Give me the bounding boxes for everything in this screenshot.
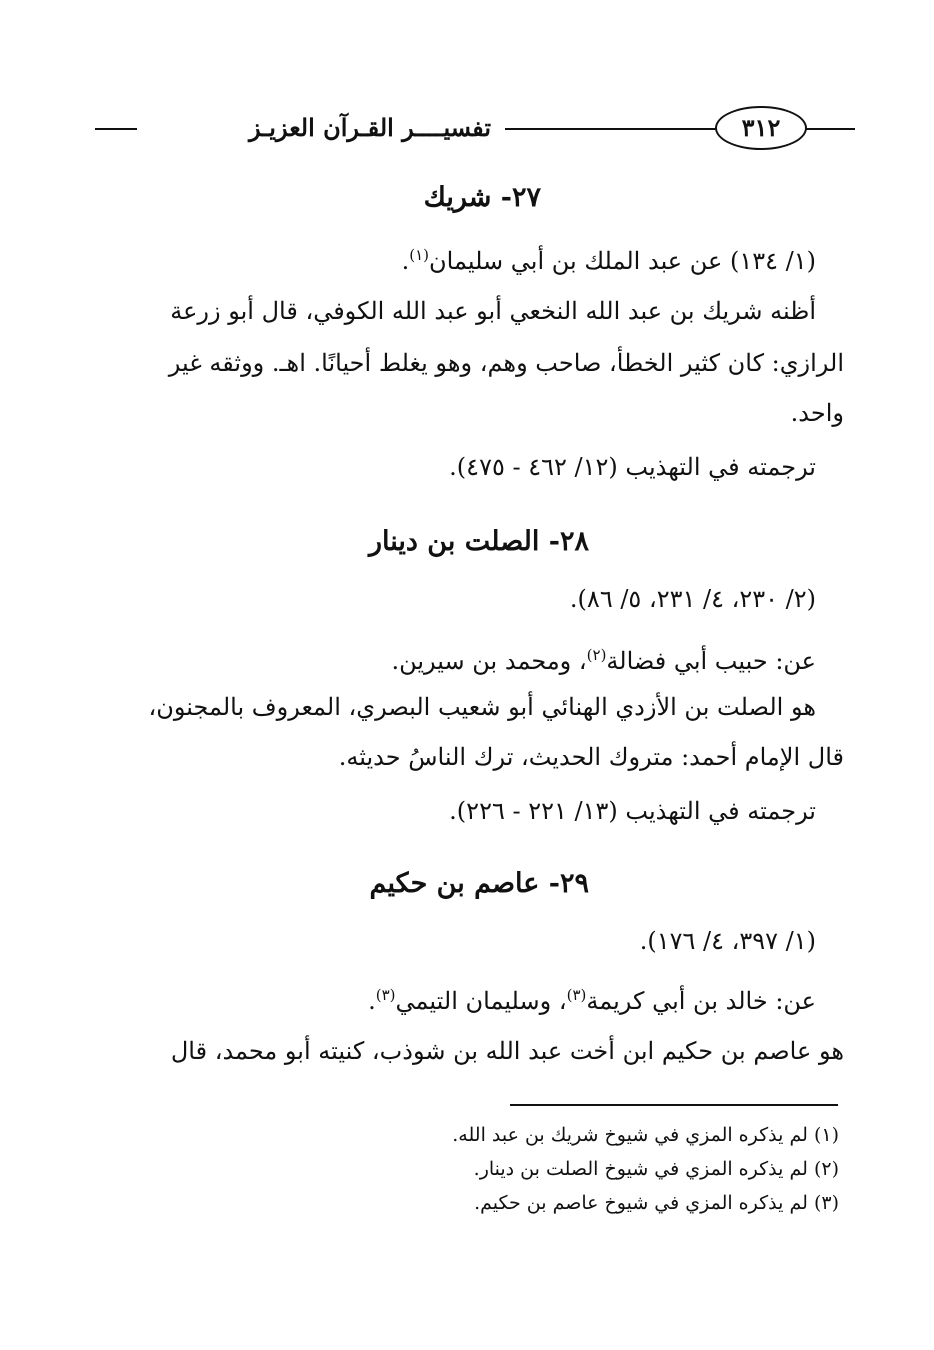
- tahdhib-line: ترجمته في التهذيب (١٢/ ٤٦٢ - ٤٧٥).: [449, 453, 816, 481]
- narrators-text-rest: ، ومحمد بن سيرين.: [391, 647, 587, 675]
- reference-text: (١/ ١٣٤) عن عبد الملك بن أبي سليمان: [429, 247, 816, 275]
- body-line: الرازي: كان كثير الخطأ، صاحب وهم، وهو يغلط أحيانًا. اهـ. ووثقه غير: [168, 349, 844, 377]
- header-title: تفسيــــر القـرآن العزيـز: [235, 112, 505, 144]
- tahdhib-line: ترجمته في التهذيب (١٣/ ٢٢١ - ٢٢٦).: [449, 797, 816, 825]
- body-line: هو الصلت بن الأزدي الهنائي أبو شعيب البصري، المعروف بالمجنون،: [148, 693, 816, 721]
- body-line: واحد.: [790, 399, 844, 427]
- footnote-marker: (١): [409, 246, 430, 264]
- footnote-marker: (٣): [375, 986, 396, 1004]
- footnote: (١) لم يذكره المزي في شيوخ شريك بن عبد الله.: [452, 1124, 839, 1146]
- body-line: هو عاصم بن حكيم ابن أخت عبد الله بن شوذب، كنيته أبو محمد، قال: [170, 1037, 844, 1065]
- narrators-line: [368, 980, 816, 1016]
- footnote-separator: [510, 1104, 838, 1106]
- footnote-marker: (٣): [566, 986, 587, 1004]
- narrators-text-mid: ، وسليمان التيمي: [395, 987, 567, 1015]
- footnote: (٢) لم يذكره المزي في شيوخ الصلت بن دينار.: [473, 1158, 839, 1180]
- narrators-text-end: .: [368, 987, 376, 1015]
- entry-heading: ٢٧- شريك: [423, 182, 541, 213]
- header-rule-left: [95, 128, 137, 130]
- reference-line: (١/ ٣٩٧، ٤/ ١٧٦).: [639, 927, 816, 955]
- footnote: (٣) لم يذكره المزي في شيوخ عاصم بن حكيم.: [474, 1192, 839, 1214]
- entry-heading: ٢٩- عاصم بن حكيم: [369, 868, 589, 899]
- entry-heading: ٢٨- الصلت بن دينار: [368, 526, 589, 557]
- reference-end: .: [401, 247, 410, 275]
- reference-line: [402, 240, 816, 276]
- body-line: قال الإمام أحمد: متروك الحديث، ترك الناسُ حديثه.: [338, 743, 844, 771]
- narrators-text: عن: خالد بن أبي كريمة: [586, 987, 816, 1015]
- narrators-text: عن: حبيب أبي فضالة: [606, 647, 816, 675]
- narrators-line: [391, 640, 816, 676]
- reference-line: (٢/ ٢٣٠، ٤/ ٢٣١، ٥/ ٨٦).: [569, 585, 816, 613]
- page-number: ٣١٢: [715, 106, 807, 150]
- body-line: أظنه شريك بن عبد الله النخعي أبو عبد الله الكوفي، قال أبو زرعة: [170, 297, 816, 325]
- footnote-marker: (٢): [586, 646, 607, 664]
- page-header: [95, 100, 850, 160]
